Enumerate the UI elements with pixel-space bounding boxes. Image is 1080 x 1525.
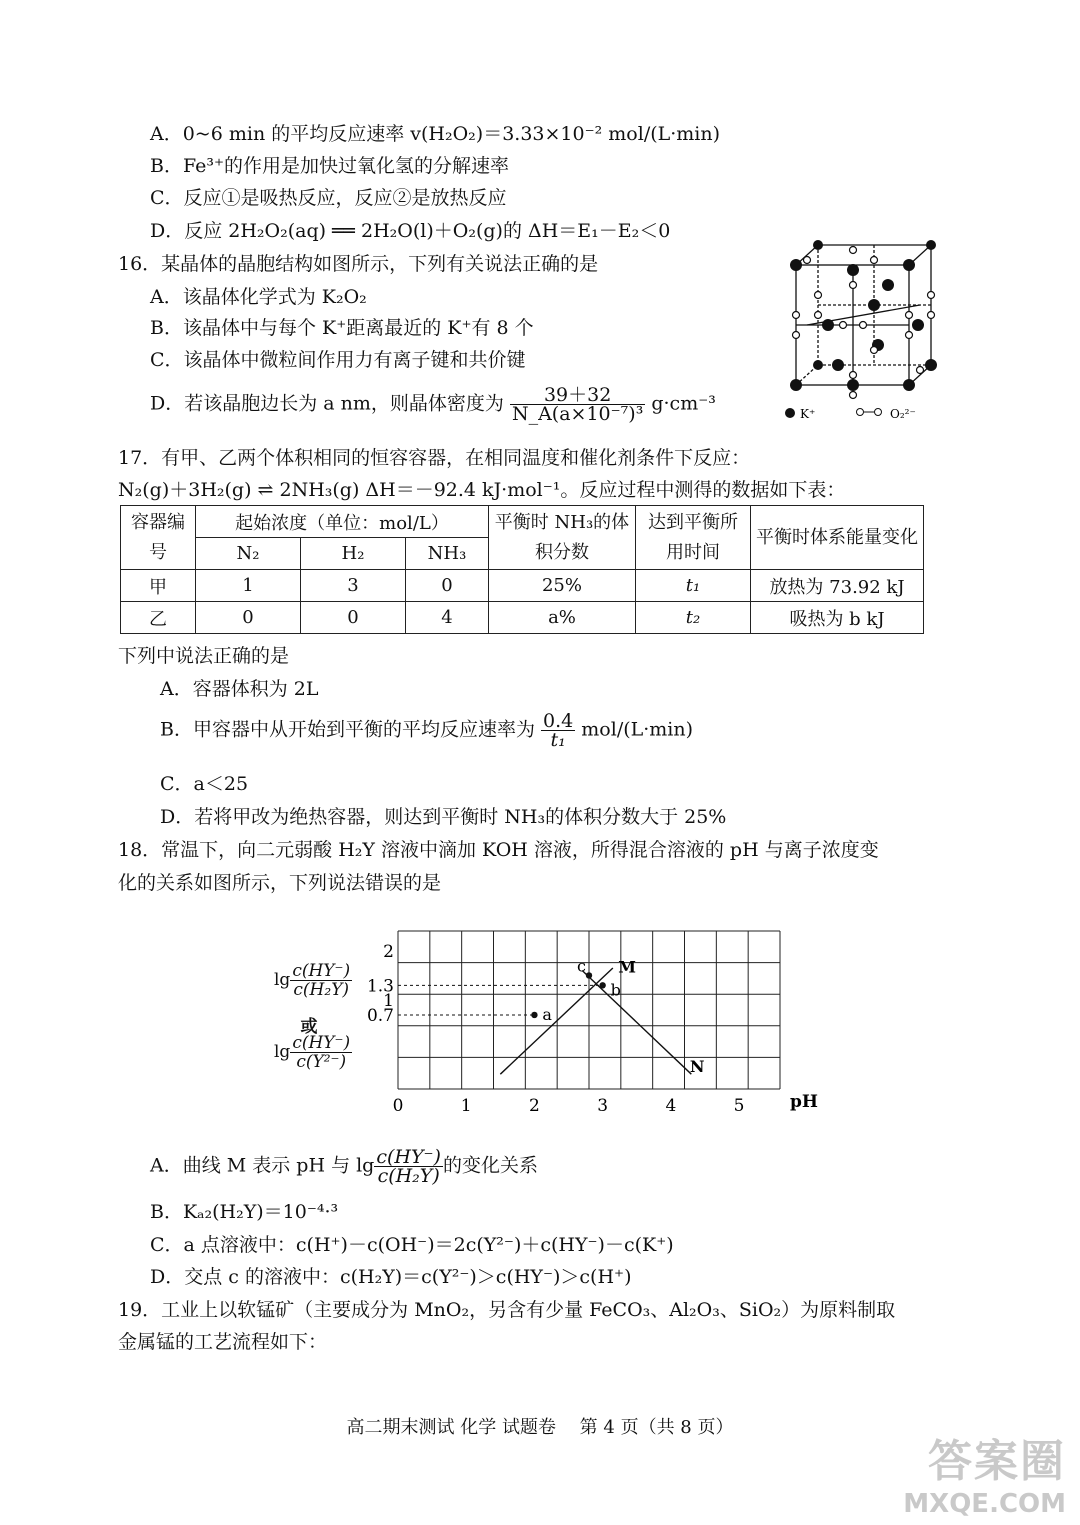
x-tick-label: 2: [529, 1096, 540, 1116]
q19-stem-1: 19．工业上以软锰矿（主要成分为 MnO₂，另含有少量 FeCO₃、Al₂O₃、SiO₂）为原料制取: [118, 1299, 896, 1321]
th-energy: 平衡时体系能量变化: [751, 506, 924, 570]
table-row: 甲 1 3 0 25% t₁ 放热为 73.92 kJ: [121, 570, 924, 602]
th-nh3: NH₃: [406, 538, 489, 570]
th-time: 达到平衡所用时间: [636, 506, 751, 570]
data-point-c: [586, 972, 592, 978]
x-tick-label: 0: [392, 1096, 404, 1116]
point-b-label: b: [610, 980, 621, 1000]
q18-stem-1: 18．常温下，向二元弱酸 H₂Y 溶液中滴加 KOH 溶液，所得混合溶液的 pH 与离子浓度变: [118, 839, 879, 861]
x-tick-label: 5: [733, 1096, 745, 1116]
point-c-label: c: [577, 956, 586, 976]
th-nh3-fraction: 平衡时 NH₃的体积分数: [489, 506, 636, 570]
rate-fraction: $\frac{0.4}{\text{t₁}}$: [543, 710, 574, 751]
q18-option-c: C．a 点溶液中：c(H⁺)－c(OH⁻)＝2c(Y²⁻)＋c(HY⁻)－c(K⁺): [150, 1234, 674, 1256]
q16-option-c: C．该晶体中微粒间作用力有离子键和共价键: [150, 349, 526, 371]
x-tick-label: 4: [665, 1096, 677, 1116]
x-tick-label: 3: [597, 1096, 609, 1116]
q15-option-d: D．反应 2H₂O₂(aq) ══ 2H₂O(l)＋O₂(g)的 ΔH＝E₁－E₂＜0: [150, 220, 671, 242]
density-fraction: $\frac{39+32}{\text{N\_A(a×10⁻⁷)³}}$: [511, 384, 644, 425]
th-h2: H₂: [301, 538, 406, 570]
x-tick-label: 1: [460, 1096, 472, 1116]
curve-n-label: N: [689, 1057, 705, 1077]
th-n2: N₂: [196, 538, 301, 570]
crystal-structure-figure: [778, 240, 948, 425]
q17-option-b: B．甲容器中从开始到平衡的平均反应速率为 $\frac{0.4}{\text{t₁}}$ mol/(L·min): [160, 710, 694, 751]
x-axis-title: pH: [790, 1092, 818, 1112]
q15-option-c: C．反应①是吸热反应，反应②是放热反应: [150, 187, 507, 209]
y-tick-label: 2: [383, 941, 394, 962]
q19-stem-2: 金属锰的工艺流程如下：: [118, 1331, 328, 1353]
q15-option-b: B．Fe³⁺的作用是加快过氧化氢的分解速率: [150, 155, 509, 177]
q16-option-d: D．若该晶胞边长为 a nm，则晶体密度为 $\frac{39+32}{\text{N\_A(a×10⁻⁷)³}}$ g·cm⁻³: [150, 384, 716, 425]
th-initial-conc: 起始浓度（单位：mol/L）: [196, 506, 489, 538]
y-tick-label: 1.3: [366, 976, 394, 997]
data-point-b: [599, 982, 605, 988]
q18-stem-2: 化的关系如图所示，下列说法错误的是: [118, 872, 442, 894]
data-point-a: [531, 1012, 537, 1018]
series-line-n: [582, 971, 691, 1075]
y-tick-label: 1: [383, 991, 394, 1012]
legend-o-label: O₂²⁻: [890, 407, 916, 421]
q17-option-d: D．若将甲改为绝热容器，则达到平衡时 NH₃的体积分数大于 25%: [160, 806, 727, 828]
page-footer: 高二期末测试 化学 试题卷 第 4 页（共 8 页）: [346, 1417, 734, 1438]
q16-option-a: A．该晶体化学式为 K₂O₂: [150, 286, 367, 308]
point-a-label: a: [542, 1004, 552, 1024]
q15-option-a: A．0~6 min 的平均反应速率 v(H₂O₂)＝3.33×10⁻² mol/(L·min): [150, 123, 721, 145]
svg-text:K⁺: K⁺: [800, 407, 816, 421]
q18-option-a: A．曲线 M 表示 pH 与 lg $\frac{c(HY^-)}{\text{c(H₂Y)}}$ 的变化关系: [150, 1146, 538, 1187]
table-row: 乙 0 0 4 a% t₂ 吸热为 b kJ: [121, 602, 924, 634]
q18-option-b: B．Kₐ₂(H₂Y)＝10⁻⁴·³: [150, 1201, 339, 1223]
q17-stem-2: N₂(g)＋3H₂(g) ⇌ 2NH₃(g) ΔH＝－92.4 kJ·mol⁻¹。反应过程中测得的数据如下表：: [118, 479, 846, 501]
q17-option-c: C．a＜25: [160, 773, 249, 795]
q17-data-table: [120, 505, 924, 634]
q17-ask: 下列中说法正确的是: [118, 645, 290, 667]
ph-chart: [360, 925, 818, 1125]
chart-y-label: lg $\frac{c(HY^-)}{\text{c(H₂Y)}}$ 或 lg $\frac{c(HY^-)}{\text{c(Y²⁻)}}$: [274, 961, 351, 1072]
q17-option-a: A．容器体积为 2L: [160, 678, 319, 700]
q16-option-b: B．该晶体中与每个 K⁺距离最近的 K⁺有 8 个: [150, 317, 534, 339]
th-container: 容器编号: [121, 506, 196, 570]
q18-option-d: D．交点 c 的溶液中：c(H₂Y)＝c(Y²⁻)＞c(HY⁻)＞c(H⁺): [150, 1266, 632, 1288]
curve-m-label: M: [618, 957, 637, 977]
q16-stem: 16．某晶体的晶胞结构如图所示，下列有关说法正确的是: [118, 253, 599, 275]
y-tick-label: 0.7: [366, 1005, 394, 1026]
watermark-logo: 答案圈 MXQE.COM: [903, 1436, 1066, 1519]
q17-stem-1: 17．有甲、乙两个体积相同的恒容容器，在相同温度和催化剂条件下反应：: [118, 447, 751, 469]
